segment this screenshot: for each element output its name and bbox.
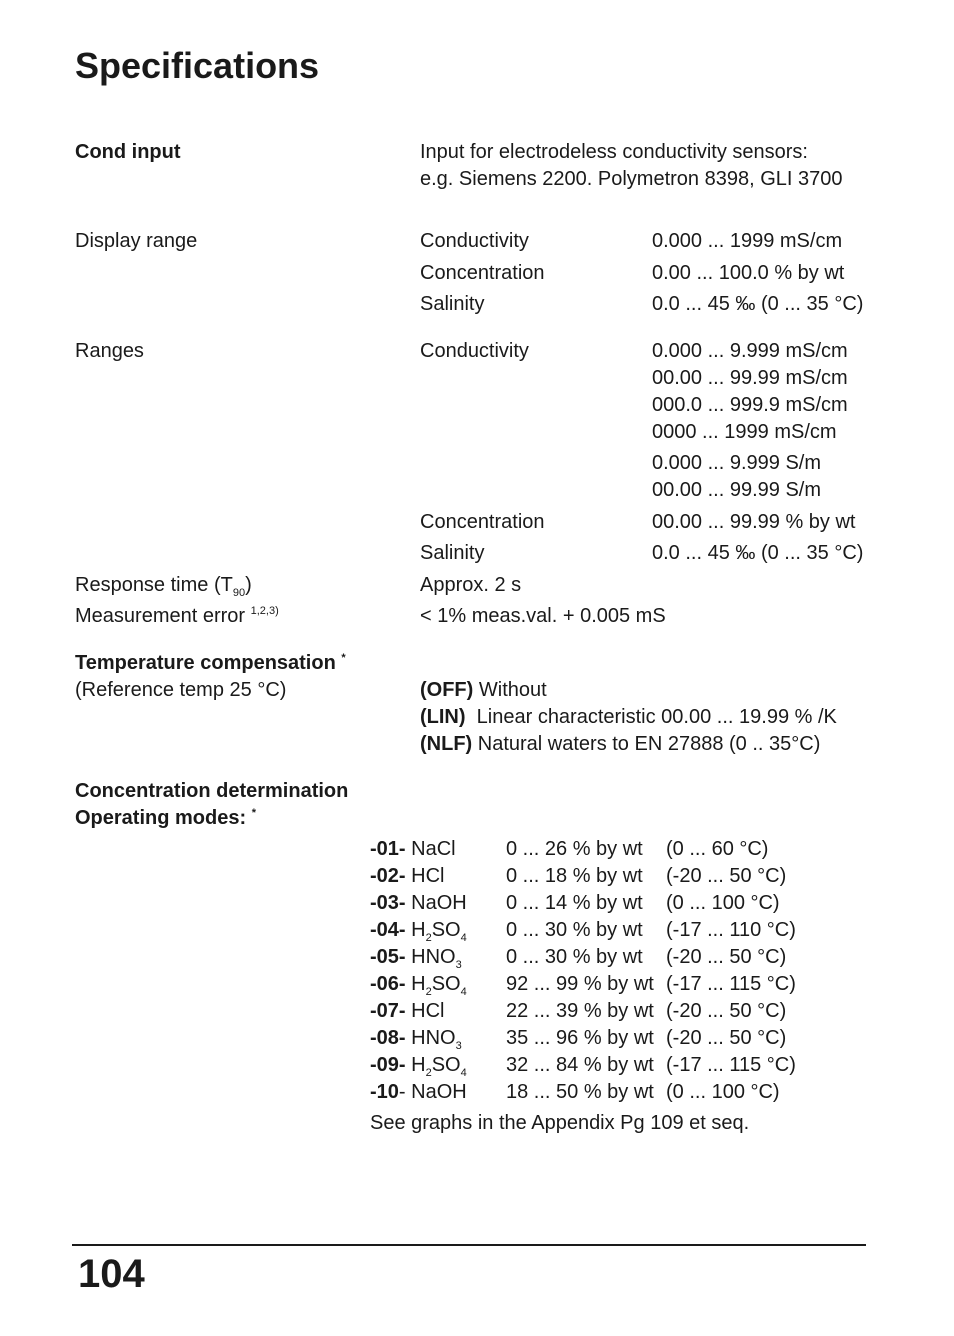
measurement-error-footnote: 1,2,3) — [250, 605, 279, 617]
mode-temperature: (0 ... 100 °C) — [666, 1081, 780, 1103]
mode-medium: -05- $HNO_3$ — [370, 946, 462, 971]
display-range-row-value: 0.000 ... 1999 mS/cm — [652, 230, 843, 252]
mode-temperature: (0 ... 100 °C) — [666, 892, 780, 914]
operating-mode-row — [370, 944, 850, 971]
operating-mode-row — [370, 1025, 850, 1052]
mode-range: 22 ... 39 % by wt — [506, 1000, 654, 1022]
ranges-concentration-value: 00.00 ... 99.99 % by wt — [652, 511, 856, 533]
operating-mode-row — [370, 1079, 850, 1106]
ranges-conductivity-value: 00.00 ... 99.99 mS/cm — [652, 367, 848, 389]
ranges-concentration-name: Concentration — [420, 511, 545, 533]
display-range-row-name: Conductivity — [420, 230, 529, 252]
mode-range: 18 ... 50 % by wt — [506, 1081, 654, 1103]
response-time-subscript: 90 — [232, 587, 246, 599]
mode-range: 92 ... 99 % by wt — [506, 973, 654, 995]
mode-medium: -06- $H_2SO_4$ — [370, 973, 467, 998]
concentration-heading: Concentration determination — [75, 780, 349, 802]
mode-medium: -04- $H_2SO_4$ — [370, 919, 467, 944]
measurement-error-label: Measurement error $^{1,2,3)}$ — [75, 605, 279, 627]
mode-temperature: (-20 ... 50 °C) — [666, 865, 787, 887]
mode-temperature: (0 ... 60 °C) — [666, 838, 769, 860]
ranges-label: Ranges — [75, 340, 144, 362]
mode-range: 0 ... 30 % by wt — [506, 946, 643, 968]
operating-mode-row — [370, 1052, 850, 1079]
page-number: 104 — [78, 1252, 145, 1296]
mode-temperature: (-20 ... 50 °C) — [666, 1000, 787, 1022]
operating-modes-heading: Operating modes: * — [75, 807, 256, 829]
mode-range: 35 ... 96 % by wt — [506, 1027, 654, 1049]
display-range-label: Display range — [75, 230, 198, 252]
ranges-salinity-name: Salinity — [420, 542, 485, 564]
mode-medium: -01- NaCl — [370, 838, 456, 860]
temp-comp-option: (OFF) Without — [420, 679, 547, 701]
operating-mode-row — [370, 971, 850, 998]
mode-temperature: (-17 ... 115 °C) — [666, 1054, 796, 1076]
ranges-conductivity-value: 0000 ... 1999 mS/cm — [652, 421, 837, 443]
ranges-conductivity-value: 0.000 ... 9.999 S/m — [652, 452, 821, 474]
mode-medium: -10- NaOH — [370, 1081, 467, 1103]
display-range-row-name: Salinity — [420, 293, 485, 315]
footer-divider — [72, 1244, 866, 1246]
mode-temperature: (-20 ... 50 °C) — [666, 1027, 787, 1049]
mode-range: 0 ... 26 % by wt — [506, 838, 643, 860]
ranges-conductivity-value: 00.00 ... 99.99 S/m — [652, 479, 821, 501]
temp-comp-option: (LIN) Linear characteristic 00.00 ... 19.99 % /K — [420, 706, 837, 728]
temp-comp-option: (NLF) Natural waters to EN 27888 (0 .. 35°C) — [420, 733, 821, 755]
ranges-conductivity-name: Conductivity — [420, 340, 529, 362]
operating-mode-row — [370, 836, 850, 863]
mode-range: 0 ... 30 % by wt — [506, 919, 643, 941]
ranges-salinity-value: 0.0 ... 45 ‰ (0 ... 35 °C) — [652, 542, 864, 564]
display-range-row-value: 0.00 ... 100.0 % by wt — [652, 262, 845, 284]
temp-comp-asterisk: * — [341, 652, 346, 664]
display-range-row-name: Concentration — [420, 262, 545, 284]
mode-temperature: (-17 ... 115 °C) — [666, 973, 796, 995]
response-time-label: Response time $(T_{90})$ — [75, 574, 252, 599]
mode-temperature: (-17 ... 110 °C) — [666, 919, 796, 941]
cond-input-line1: Input for electrodeless conductivity sensors: — [420, 141, 808, 163]
mode-temperature: (-20 ... 50 °C) — [666, 946, 787, 968]
display-range-row-value: 0.0 ... 45 ‰ (0 ... 35 °C) — [652, 293, 864, 315]
measurement-error-value: < 1% meas.val. + 0.005 mS — [420, 605, 666, 627]
operating-mode-row — [370, 863, 850, 890]
operating-mode-row — [370, 917, 850, 944]
operating-modes-asterisk: * — [251, 807, 256, 819]
page-title: Specifications — [75, 45, 320, 86]
ranges-conductivity-value: 0.000 ... 9.999 mS/cm — [652, 340, 848, 362]
cond-input-label: Cond input — [75, 141, 181, 163]
mode-range: 0 ... 18 % by wt — [506, 865, 643, 887]
mode-medium: -07- HCl — [370, 1000, 445, 1022]
mode-medium: -09- $H_2SO_4$ — [370, 1054, 467, 1079]
cond-input-line2: e.g. Siemens 2200. Polymetron 8398, GLI 3700 — [420, 168, 843, 190]
temp-comp-heading: Temperature compensation * — [75, 652, 346, 674]
mode-range: 0 ... 14 % by wt — [506, 892, 643, 914]
mode-medium: -08- $HNO_3$ — [370, 1027, 462, 1052]
mode-medium: -02- HCl — [370, 865, 445, 887]
appendix-note: See graphs in the Appendix Pg 109 et seq. — [370, 1112, 750, 1134]
mode-range: 32 ... 84 % by wt — [506, 1054, 654, 1076]
response-time-value: Approx. 2 s — [420, 574, 522, 596]
operating-mode-row — [370, 890, 850, 917]
ranges-conductivity-value: 000.0 ... 999.9 mS/cm — [652, 394, 848, 416]
operating-mode-row — [370, 998, 850, 1025]
temp-comp-reference: (Reference temp 25 °C) — [75, 679, 287, 701]
mode-medium: -03- NaOH — [370, 892, 467, 914]
